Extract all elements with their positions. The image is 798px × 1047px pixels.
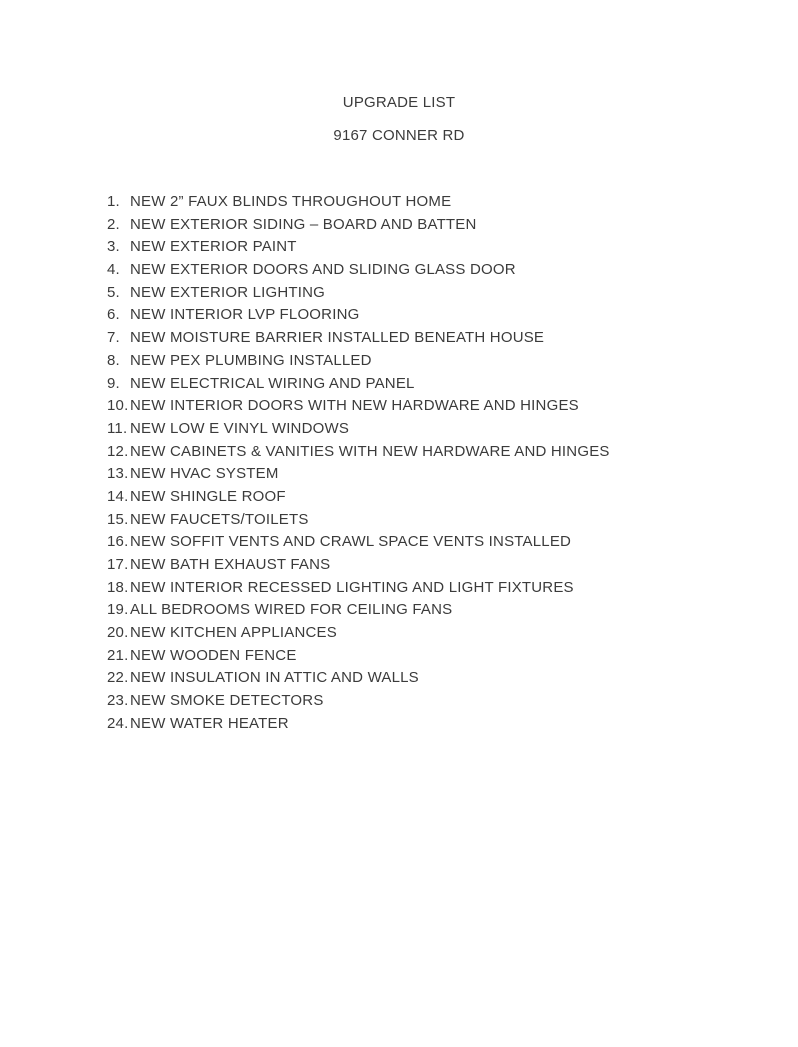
list-item <box>107 599 758 622</box>
list-item-number: 19. <box>107 601 129 619</box>
list-item-text: NEW LOW E VINYL WINDOWS <box>130 419 350 437</box>
list-item-number: 3. <box>107 238 120 256</box>
list-item <box>107 214 758 237</box>
list-item <box>107 304 758 327</box>
list-item-text: NEW ELECTRICAL WIRING AND PANEL <box>130 374 415 392</box>
list-item-text: NEW SHINGLE ROOF <box>130 487 286 505</box>
list-item-text: NEW EXTERIOR LIGHTING <box>130 283 326 301</box>
list-item-number: 15. <box>107 510 129 528</box>
list-item <box>107 373 758 396</box>
list-item-text: NEW SMOKE DETECTORS <box>130 692 324 710</box>
page-title: UPGRADE LIST <box>342 94 456 111</box>
document-header <box>0 0 798 147</box>
list-item-number: 14. <box>107 487 129 505</box>
list-item-text: NEW PEX PLUMBING INSTALLED <box>130 351 372 369</box>
list-item <box>107 713 758 736</box>
list-item-text: NEW WOODEN FENCE <box>130 646 297 664</box>
list-item-text: NEW HVAC SYSTEM <box>130 465 279 483</box>
list-item-text: NEW EXTERIOR DOORS AND SLIDING GLASS DOOR <box>130 261 516 279</box>
list-item-text: NEW MOISTURE BARRIER INSTALLED BENEATH HOUSE <box>130 329 545 347</box>
list-item <box>107 463 758 486</box>
list-item-text: NEW BATH EXHAUST FANS <box>130 556 331 573</box>
list-item <box>107 191 758 214</box>
list-item <box>107 531 758 554</box>
list-item-number: 6. <box>107 306 120 324</box>
list-item-number: 4. <box>107 261 120 279</box>
list-item-text: NEW INSULATION IN ATTIC AND WALLS <box>130 669 419 687</box>
list-item-text: NEW KITCHEN APPLIANCES <box>130 624 337 642</box>
list-item-number: 7. <box>107 329 120 347</box>
list-item-number: 20. <box>107 624 129 642</box>
list-item <box>107 667 758 690</box>
list-item-number: 21. <box>107 646 129 664</box>
list-item-number: 12. <box>107 442 129 460</box>
list-item-number: 24. <box>107 714 129 732</box>
list-item-number: 13. <box>107 465 129 483</box>
list-item-text: NEW INTERIOR LVP FLOORING <box>130 306 360 324</box>
list-item <box>107 577 758 600</box>
upgrade-list <box>0 191 798 736</box>
list-item-text: NEW INTERIOR DOORS WITH NEW HARDWARE AND HINGES <box>130 397 579 415</box>
list-item <box>107 282 758 305</box>
page-subtitle: 9167 CONNER RD <box>333 127 465 144</box>
list-item-number: 11. <box>107 419 128 437</box>
list-item-text: NEW WATER HEATER <box>130 714 289 732</box>
list-item-number: 10. <box>107 397 129 415</box>
list-item <box>107 622 758 645</box>
list-item <box>107 236 758 259</box>
list-item <box>107 690 758 713</box>
list-item-text: NEW EXTERIOR PAINT <box>130 238 297 256</box>
list-item-text: NEW SOFFIT VENTS AND CRAWL SPACE VENTS INSTALLED <box>130 533 572 551</box>
list-item <box>107 486 758 509</box>
list-item-number: 2. <box>107 215 120 233</box>
list-item-text: NEW EXTERIOR SIDING – BOARD AND BATTEN <box>130 215 477 233</box>
list-item <box>107 509 758 532</box>
list-item-text: NEW CABINETS & VANITIES WITH NEW HARDWARE AND HINGES <box>130 442 610 460</box>
list-item <box>107 645 758 668</box>
list-item-number: 16. <box>107 533 129 551</box>
list-item <box>107 259 758 282</box>
list-item <box>107 327 758 350</box>
list-item-number: 22. <box>107 669 129 687</box>
list-item <box>107 554 758 577</box>
list-item-number: 1. <box>107 193 120 210</box>
list-item-text: NEW 2” FAUX BLINDS THROUGHOUT HOME <box>130 193 452 210</box>
list-item <box>107 441 758 464</box>
list-item-text: NEW INTERIOR RECESSED LIGHTING AND LIGHT FIXTURES <box>130 578 574 596</box>
list-item-number: 18. <box>107 578 129 596</box>
list-item <box>107 395 758 418</box>
list-item <box>107 350 758 373</box>
list-item-number: 5. <box>107 283 120 301</box>
list-item-text: NEW FAUCETS/TOILETS <box>130 510 309 528</box>
list-item-number: 23. <box>107 692 129 710</box>
list-item-text: ALL BEDROOMS WIRED FOR CEILING FANS <box>130 601 453 619</box>
list-item-number: 8. <box>107 351 120 369</box>
list-item-number: 9. <box>107 374 120 392</box>
list-item-number: 17. <box>107 556 129 573</box>
list-item <box>107 418 758 441</box>
